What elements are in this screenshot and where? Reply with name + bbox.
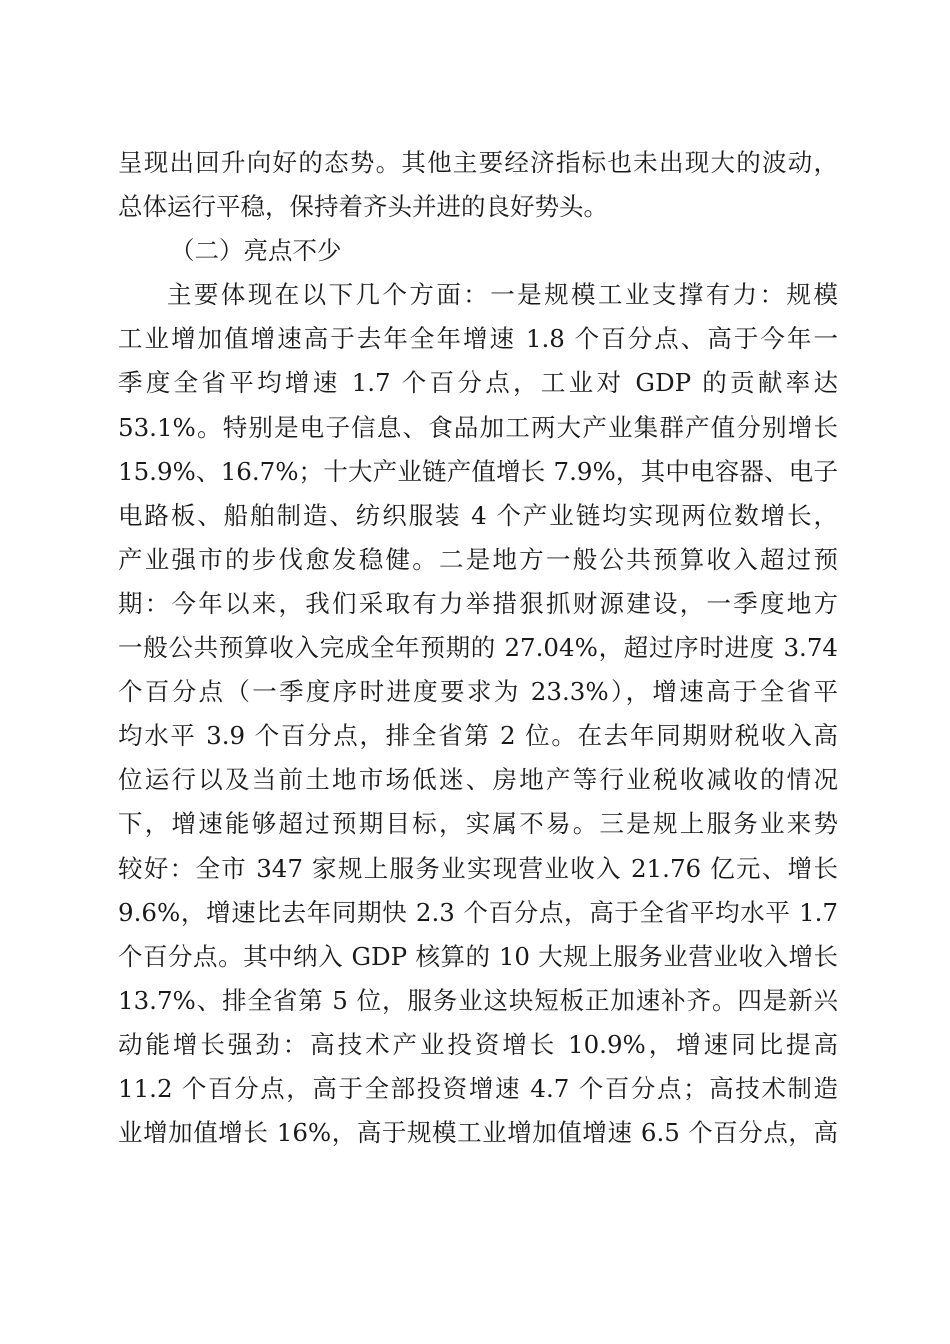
paragraph-line: 个百分点（一季度序时进度要求为 23.3%），增速高于全省平 [118, 677, 838, 707]
paragraph-line: 均水平 3.9 个百分点，排全省第 2 位。在去年同期财税收入高 [118, 721, 838, 751]
paragraph-line: 季度全省平均增速 1.7 个百分点，工业对 GDP 的贡献率达 [118, 368, 838, 398]
paragraph-line: 9.6%，增速比去年同期快 2.3 个百分点，高于全省平均水平 1.7 [118, 897, 838, 927]
paragraph-line: 业增加值增长 16%，高于规模工业增加值增速 6.5 个百分点，高 [118, 1118, 838, 1148]
document-body [118, 141, 838, 1155]
paragraph-line: 工业增加值增速高于去年全年增速 1.8 个百分点、高于今年一 [118, 324, 838, 354]
paragraph-line: 下，增速能够超过预期目标，实属不易。三是规上服务业来势 [118, 809, 838, 839]
paragraph-line: 主要体现在以下几个方面：一是规模工业支撑有力：规模 [167, 280, 838, 310]
paragraph-line: 期：今年以来，我们采取有力举措狠抓财源建设，一季度地方 [118, 588, 838, 618]
paragraph-line: 较好：全市 347 家规上服务业实现营业收入 21.76 亿元、增长 [118, 853, 838, 883]
paragraph-line: 动能增长强劲：高技术产业投资增长 10.9%，增速同比提高 [118, 1029, 838, 1059]
paragraph-line: 一般公共预算收入完成全年预期的 27.04%，超过序时进度 3.74 [118, 633, 838, 663]
paragraph-line: 呈现出回升向好的态势。其他主要经济指标也未出现大的波动， [118, 148, 838, 177]
paragraph-line: 13.7%、排全省第 5 位，服务业这块短板正加速补齐。四是新兴 [118, 985, 838, 1015]
paragraph-line: 11.2 个百分点，高于全部投资增速 4.7 个百分点；高技术制造 [118, 1073, 838, 1103]
section-heading: （二）亮点不少 [170, 236, 342, 266]
paragraph-line: 15.9%、16.7%；十大产业链产值增长 7.9%，其中电容器、电子 [118, 456, 838, 486]
paragraph-line: 总体运行平稳，保持着齐头并进的良好势头。 [118, 192, 608, 222]
paragraph-line: 个百分点。其中纳入 GDP 核算的 10 大规上服务业营业收入增长 [118, 941, 838, 971]
paragraph-line: 产业强市的步伐愈发稳健。二是地方一般公共预算收入超过预 [118, 544, 838, 574]
paragraph-line: 位运行以及当前土地市场低迷、房地产等行业税收减收的情况 [118, 765, 838, 795]
paragraph-line: 电路板、船舶制造、纺织服装 4 个产业链均实现两位数增长， [118, 500, 838, 530]
paragraph-line: 53.1%。特别是电子信息、食品加工两大产业集群产值分别增长 [118, 412, 838, 442]
